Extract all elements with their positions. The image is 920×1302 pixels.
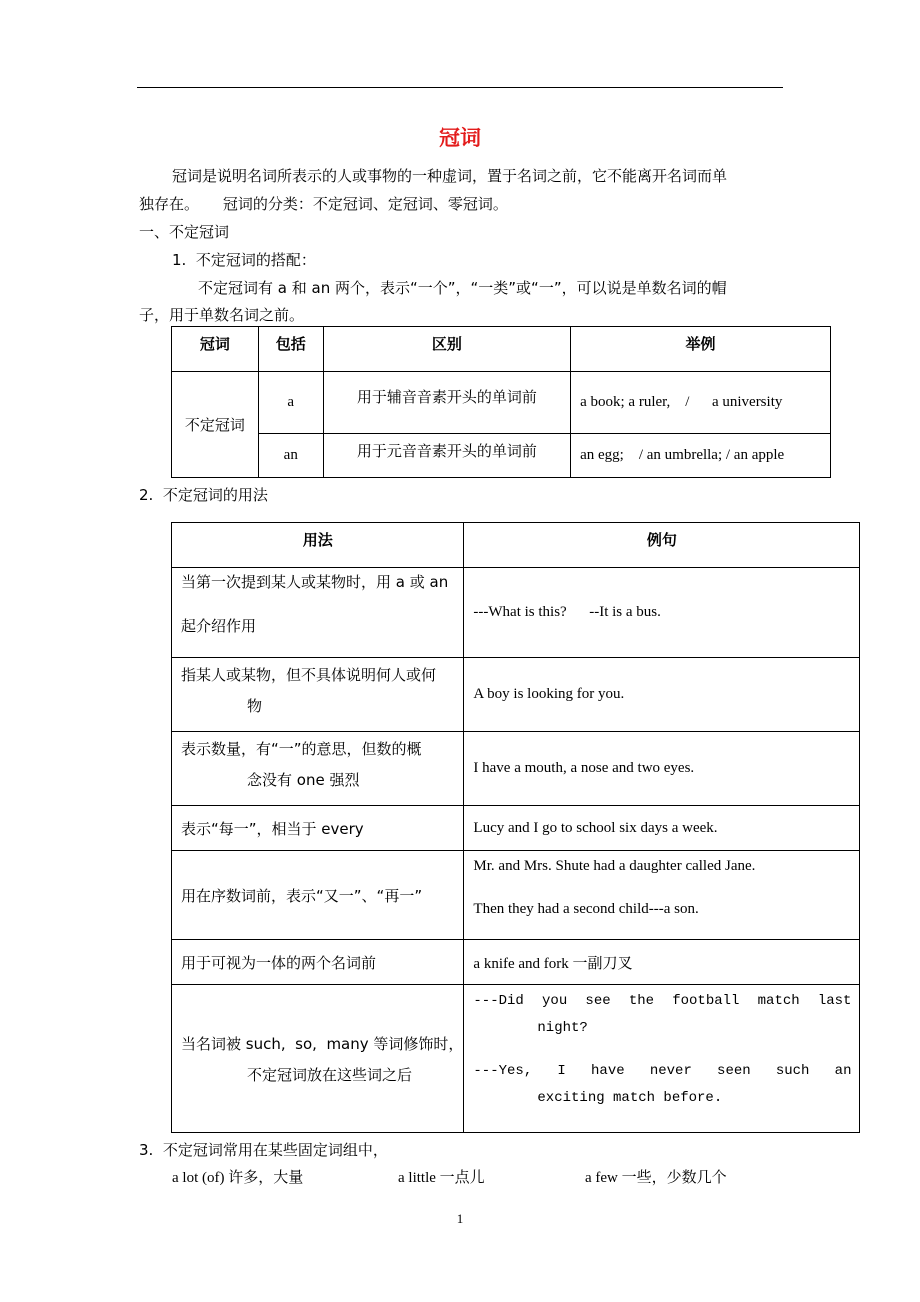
- article-group-cell: 不定冠词: [172, 372, 259, 478]
- article-form-cell: an: [258, 434, 323, 478]
- table-header-cell: 例句: [464, 523, 860, 568]
- example-cell: [464, 985, 860, 1133]
- table-row: [172, 372, 831, 434]
- subsection-3-heading: 3. 不定冠词常用在某些固定词组中，: [139, 1141, 388, 1159]
- table-header-row: [172, 523, 860, 568]
- usage-cell: [172, 732, 464, 806]
- usage-line: 用在序数词前，表示“又一”、“再一”: [181, 886, 423, 905]
- example-line: Mr. and Mrs. Shute had a daughter called Jane.: [473, 858, 756, 874]
- subsection-1-line-1: 不定冠词有 a 和 an 两个，表示“一个”，“一类”或“一”，可以说是单数名词的帽: [198, 279, 727, 297]
- subsection-1-line-2: 子，用于单数名词之前。: [139, 306, 305, 324]
- example-cell: [464, 568, 860, 658]
- usage-line: 表示“每一”，相当于 every: [181, 819, 364, 838]
- table-row: [172, 851, 860, 940]
- table-row: [172, 568, 860, 658]
- table-header-row: [172, 327, 831, 372]
- subsection-1-heading: 1. 不定冠词的搭配：: [172, 251, 316, 269]
- example-line: ---What is this? --It is a bus.: [473, 604, 661, 620]
- section-heading-indefinite-article: 一、不定冠词: [139, 223, 230, 241]
- usage-cell: [172, 568, 464, 658]
- example-line: ---Did you see the football match last: [473, 993, 852, 1009]
- usage-line: 当第一次提到某人或某物时，用 a 或 an: [181, 573, 449, 591]
- usage-cell: [172, 806, 464, 851]
- article-rule-cell: 用于辅音音素开头的单词前: [323, 372, 570, 434]
- table-row: [172, 985, 860, 1133]
- fixed-phrase: a few 一些，少数几个: [585, 1170, 727, 1186]
- article-rule-cell: 用于元音音素开头的单词前: [323, 434, 570, 478]
- example-line: ---Yes, I have never seen such an: [473, 1063, 852, 1079]
- usage-line: 用于可视为一体的两个名词前: [181, 953, 377, 972]
- subsection-2-heading: 2. 不定冠词的用法: [139, 486, 268, 504]
- table-header-cell: 冠词: [172, 327, 259, 372]
- table-header-cell: 区别: [323, 327, 570, 372]
- example-line: A boy is looking for you.: [473, 686, 625, 702]
- table-row: [172, 732, 860, 806]
- table-row: [172, 658, 860, 732]
- article-example-cell: a book; a ruler, / a university: [571, 372, 831, 434]
- header-rule: [137, 87, 783, 88]
- article-example-cell: an egg; / an umbrella; / an apple: [571, 434, 831, 478]
- usage-line: 当名词被 such, so, many 等词修饰时，: [181, 1034, 464, 1053]
- table-row: [172, 806, 860, 851]
- example-cell: [464, 806, 860, 851]
- article-usage-table: [171, 522, 860, 1133]
- fixed-phrase: a little 一点儿: [398, 1170, 485, 1186]
- usage-line: 起介绍作用: [181, 617, 257, 635]
- usage-cell: [172, 985, 464, 1133]
- example-line: exciting match before.: [537, 1090, 723, 1106]
- usage-line: 不定冠词放在这些词之后: [247, 1065, 413, 1084]
- example-line: night?: [537, 1020, 588, 1036]
- usage-line: 物: [247, 697, 263, 715]
- example-cell: [464, 732, 860, 806]
- table-header-cell: 举例: [571, 327, 831, 372]
- page-title: 冠词: [439, 126, 481, 150]
- intro-line-2: 独存在。 冠词的分类：不定冠词、定冠词、零冠词。: [139, 195, 508, 213]
- usage-cell: [172, 940, 464, 985]
- usage-line: 念没有 one 强烈: [247, 771, 360, 789]
- page-number: 1: [456, 1211, 464, 1226]
- article-form-cell: a: [258, 372, 323, 434]
- table-header-cell: 用法: [172, 523, 464, 568]
- article-forms-table: [171, 326, 831, 478]
- example-cell: [464, 940, 860, 985]
- example-line: Lucy and I go to school six days a week.: [473, 819, 718, 836]
- usage-line: 指某人或某物，但不具体说明何人或何: [181, 666, 437, 684]
- example-line: a knife and fork 一副刀叉: [473, 955, 633, 972]
- usage-cell: [172, 851, 464, 940]
- example-line: Then they had a second child---a son.: [473, 901, 699, 917]
- fixed-phrase: a lot (of) 许多，大量: [172, 1170, 304, 1186]
- usage-cell: [172, 658, 464, 732]
- example-line: I have a mouth, a nose and two eyes.: [473, 760, 695, 776]
- table-row: [172, 434, 831, 478]
- intro-line-1: 冠词是说明名词所表示的人或事物的一种虚词，置于名词之前，它不能离开名词而单: [172, 167, 728, 185]
- example-cell: [464, 658, 860, 732]
- example-cell: [464, 851, 860, 940]
- table-row: [172, 940, 860, 985]
- usage-line: 表示数量，有“一”的意思，但数的概: [181, 740, 422, 758]
- table-header-cell: 包括: [258, 327, 323, 372]
